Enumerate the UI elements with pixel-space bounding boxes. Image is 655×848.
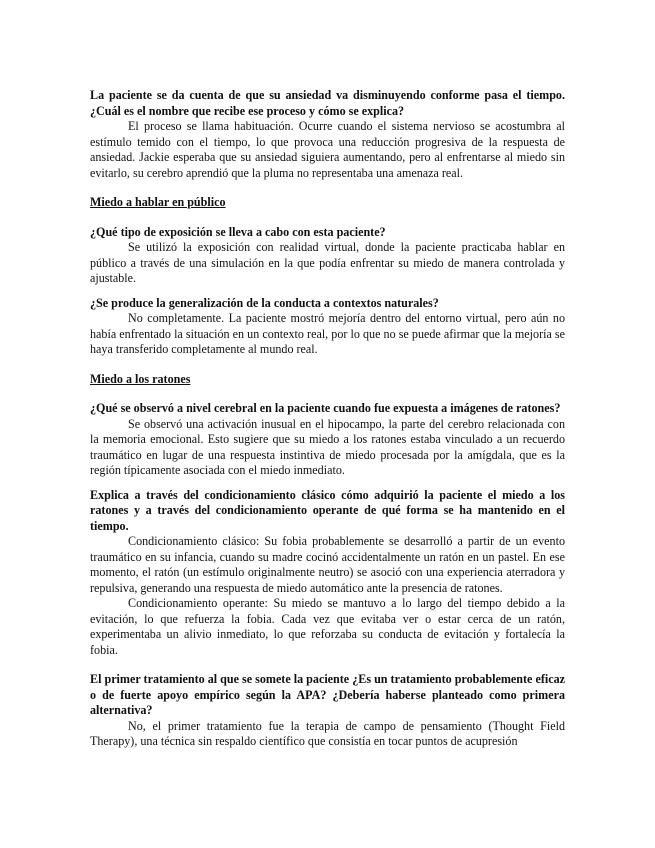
qa-block (90, 88, 565, 181)
qa-block (90, 672, 565, 750)
document-body (90, 88, 565, 750)
answer-text: Condicionamiento operante: Su miedo se mantuvo a lo largo del tiempo debido a la evitación, lo que refuerza la fobia. Cada vez que evitaba ver o estar cerca de un ratón, experimentaba un alivio inmediato, lo que reforzaba su conducta de evitación y fortalecía la fobia. (90, 596, 565, 657)
answer-text: No completamente. La paciente mostró mejoría dentro del entorno virtual, pero aún no había enfrentado la situación en un contexto real, por lo que no se puede afirmar que la mejoría se haya transferido completamente al mundo real. (90, 311, 565, 356)
qa-block (90, 401, 565, 479)
question-text: ¿Qué se observó a nivel cerebral en la paciente cuando fue expuesta a imágenes de ratones? (90, 401, 561, 415)
section-heading: Miedo a los ratones (90, 371, 191, 386)
answer-text: Condicionamiento clásico: Su fobia probablemente se desarrolló a partir de un evento traumático en su infancia, cuando su madre cocinó accidentalmente un ratón en un pastel. En ese momento, el ratón (un estímulo originalmente neutro) se asoció con una experiencia aterradora y repulsiva, generando una respuesta de miedo automático ante la presencia de ratones. (90, 534, 565, 595)
question-text: Explica a través del condicionamiento clásico cómo adquirió la paciente el miedo a los ratones y a través del condicionamiento operante de qué forma se ha mantenido en el tiempo. (90, 487, 565, 533)
answer-text: El proceso se llama habituación. Ocurre cuando el sistema nervioso se acostumbra al estímulo temido con el tiempo, lo que provoca una reducción progresiva de la respuesta de ansiedad. Jackie esperaba que su ansiedad siguiera aumentando, pero al enfrentarse al miedo sin evitarlo, su cerebro aprendió que la pluma no representaba una amenaza real. (90, 119, 565, 180)
question-text: El primer tratamiento al que se somete la paciente ¿Es un tratamiento probablemente eficaz o de fuerte apoyo empírico según la APA? ¿Debería haberse planteado como primera alternativa? (90, 672, 565, 717)
answer-text: Se utilizó la exposición con realidad virtual, donde la paciente practicaba hablar en público a través de una simulación en la que podía enfrentar su miedo de manera controlada y ajustable. (90, 240, 565, 285)
qa-block (90, 488, 565, 659)
question-text: ¿Se produce la generalización de la conducta a contextos naturales? (90, 295, 439, 310)
question-text: ¿Qué tipo de exposición se lleva a cabo con esta paciente? (90, 224, 386, 239)
qa-block (90, 225, 565, 287)
qa-block (90, 296, 565, 358)
answer-text: Se observó una activación inusual en el hipocampo, la parte del cerebro relacionada con la memoria emocional. Esto sugiere que su miedo a los ratones estaba vinculado a un recuerdo traumático en lugar de una respuesta instintiva de miedo procesada por la amígdala, que es la región típicamente asociada con el miedo inmediato. (90, 416, 565, 477)
answer-text: No, el primer tratamiento fue la terapia de campo de pensamiento (Thought Field Therapy), una técnica sin respaldo científico que consistía en tocar puntos de acupresión (90, 718, 565, 748)
section-heading: Miedo a hablar en público (90, 195, 226, 209)
question-text: La paciente se da cuenta de que su ansiedad va disminuyendo conforme pasa el tiempo. ¿Cuál es el nombre que recibe ese proceso y cómo se explica? (90, 88, 565, 118)
